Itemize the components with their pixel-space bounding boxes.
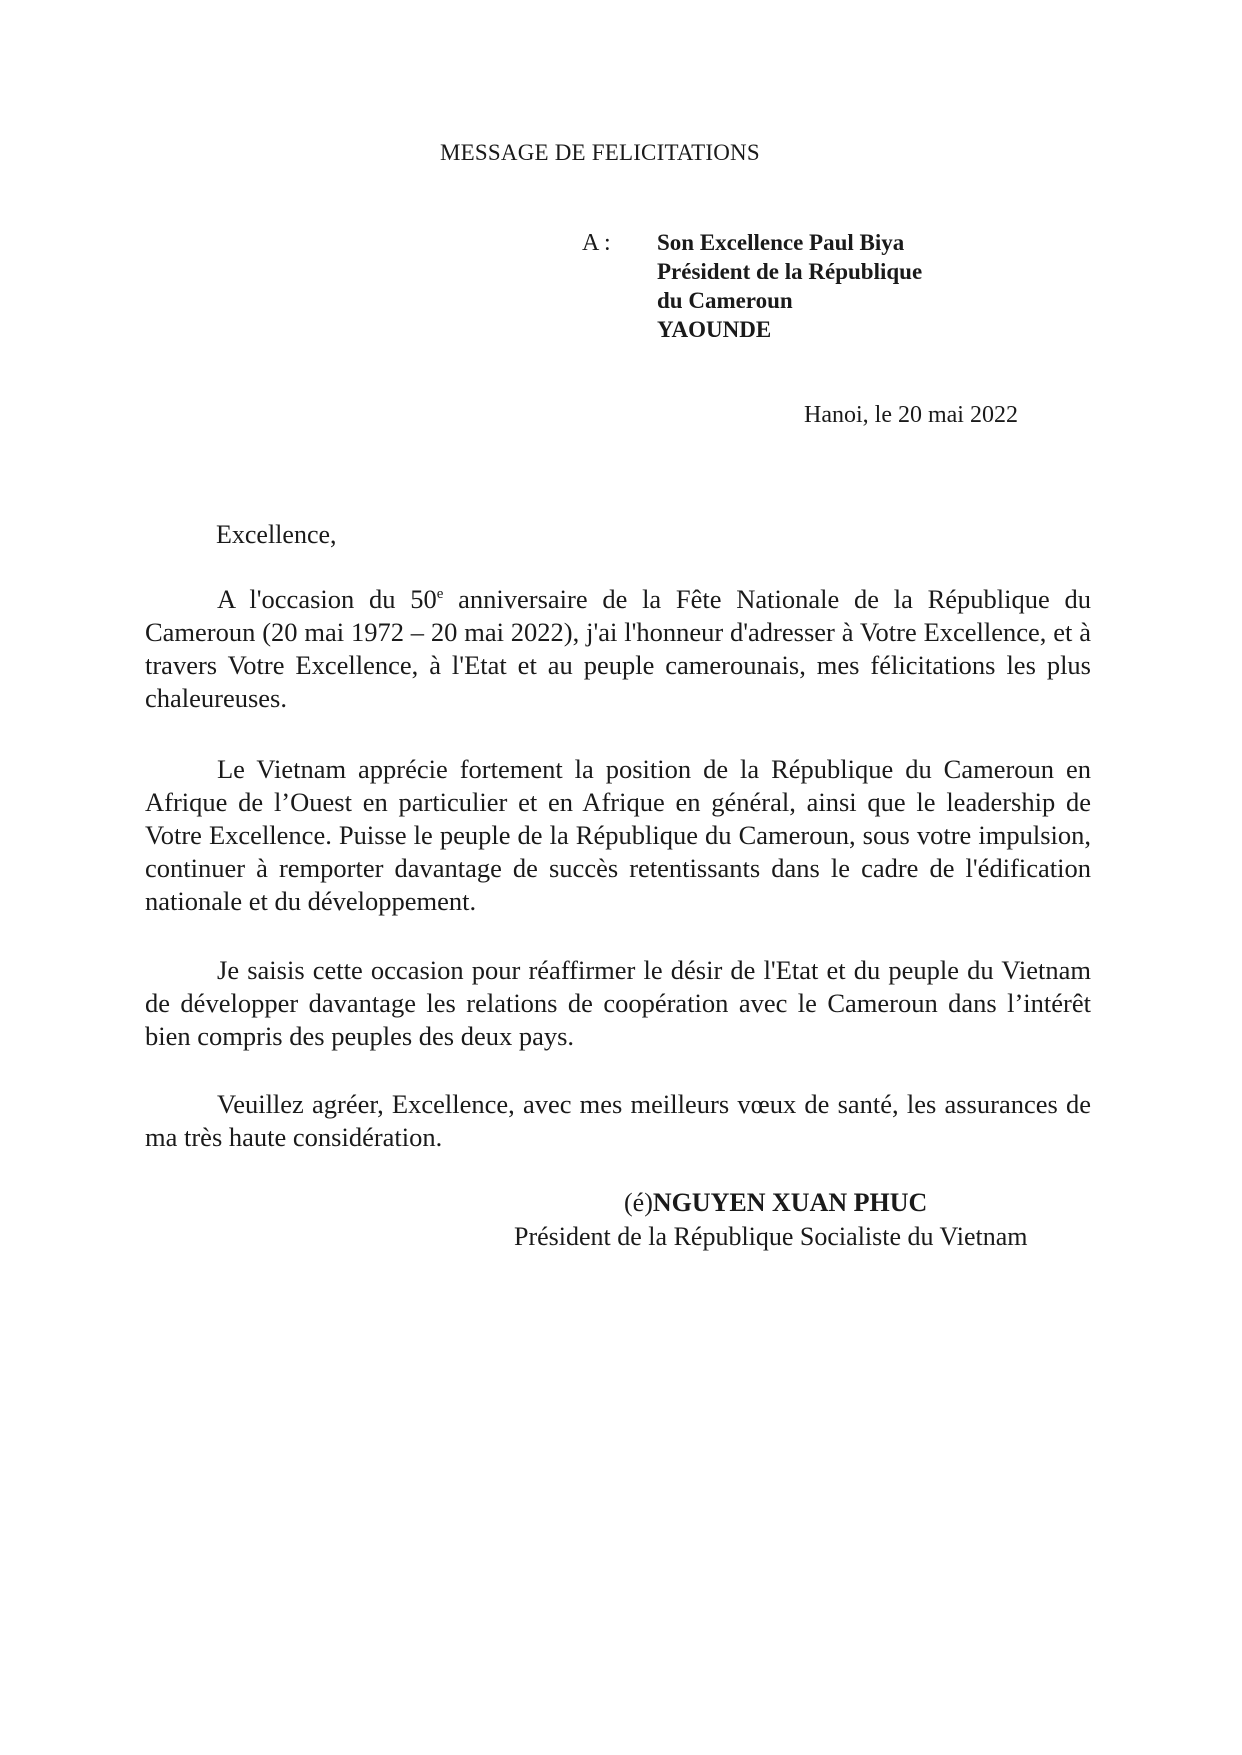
paragraph-1-rest: anniversaire de la Fête Nationale de la République du Cameroun (20 mai 1972 – 20 mai 2022), j'ai l'honneur d'adresser à Votre Excellence, et à travers Votre Excellence, à l'Etat et au peuple camerounais, mes félicitations les plus chaleureuses. (145, 584, 1091, 713)
paragraph-1-start: A l'occasion du 50 (217, 584, 437, 614)
recipient-line-2: Président de la République (657, 259, 923, 284)
recipient-block (657, 228, 922, 344)
document-title: MESSAGE DE FELICITATIONS (440, 140, 760, 165)
paragraph-4: Veuillez agréer, Excellence, avec mes meilleurs vœux de santé, les assurances de ma très haute considération. (145, 1089, 1091, 1152)
salutation: Excellence, (216, 520, 337, 549)
recipient-line-1: Son Excellence Paul Biya (657, 230, 905, 255)
ordinal-suffix: e (436, 586, 444, 603)
letter-date: Hanoi, le 20 mai 2022 (804, 402, 1018, 428)
recipient-label: A : (582, 230, 611, 256)
paragraph-2: Le Vietnam apprécie fortement la position de la République du Cameroun en Afrique de l’Ouest en particulier et en Afrique en général, ainsi que le leadership de Votre Excellence. Puisse le peuple de la République du Cameroun, sous votre impulsion, continuer à remporter davantage de succès retentissants dans le cadre de l'édification nationale et du développement. (145, 754, 1091, 916)
recipient-line-3: du Cameroun (657, 288, 793, 313)
paragraph-1 (145, 583, 1091, 715)
signature-prefix: (é) (624, 1188, 653, 1217)
signatory-name: NGUYEN XUAN PHUC (652, 1188, 928, 1217)
signatory-title: Président de la République Socialiste du Vietnam (514, 1222, 1028, 1251)
recipient-line-4: YAOUNDE (657, 317, 772, 342)
signature-name-line (624, 1188, 927, 1218)
paragraph-3: Je saisis cette occasion pour réaffirmer le désir de l'Etat et du peuple du Vietnam de développer davantage les relations de coopération avec le Cameroun dans l’intérêt bien compris des peuples des deux pays. (145, 955, 1091, 1051)
